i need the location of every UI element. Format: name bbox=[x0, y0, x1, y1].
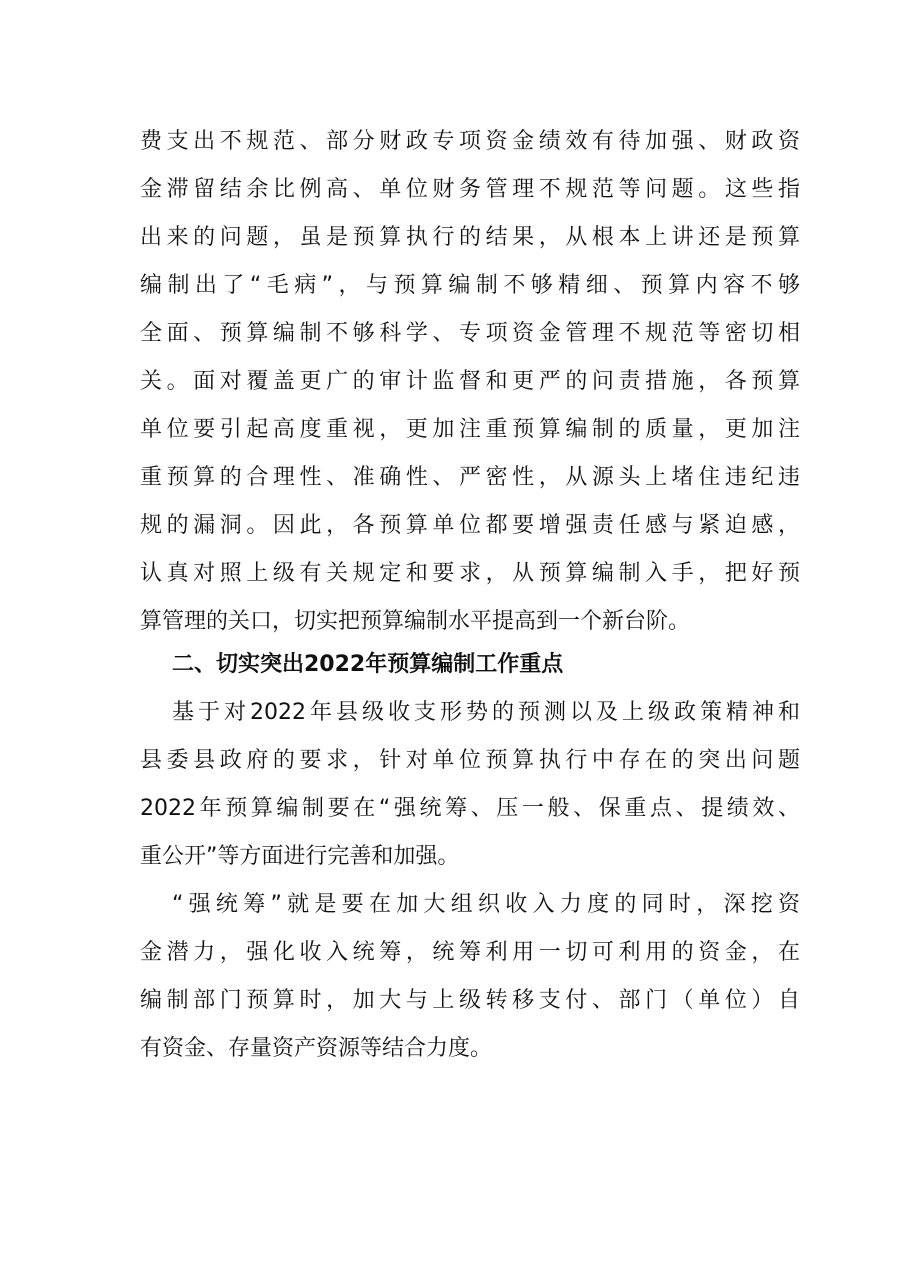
paragraph-strengthen-coordination bbox=[140, 881, 800, 1073]
text-line: 关。面对覆盖更广的审计监督和更严的问责措施，各预算 bbox=[140, 369, 800, 394]
text-line: 重预算的合理性、准确性、严密性，从源头上堵住违纪违 bbox=[140, 465, 800, 490]
text-line: 出来的问题，虽是预算执行的结果，从根本上讲还是预算 bbox=[140, 225, 800, 250]
text-line: 金滞留结余比例高、单位财务管理不规范等问题。这些指 bbox=[140, 177, 800, 202]
text-line: “强统筹”就是要在加大组织收入力度的同时，深挖资 bbox=[172, 892, 800, 917]
text-line: 算管理的关口，切实把预算编制水平提高到一个新台阶。 bbox=[140, 609, 691, 634]
text-line: 编制部门预算时，加大与上级转移支付、部门（单位）自 bbox=[140, 988, 800, 1013]
section-heading: 二、切实突出2022年预算编制工作重点 bbox=[172, 652, 564, 677]
text-line: 认真对照上级有关规定和要求，从预算编制入手，把好预 bbox=[140, 561, 800, 586]
text-line: 基于对2022年县级收支形势的预测以及上级政策精神和 bbox=[172, 700, 800, 725]
text-line: 有资金、存量资产资源等结合力度。 bbox=[140, 1036, 493, 1061]
text-line: 单位要引起高度重视，更加注重预算编制的质量，更加注 bbox=[140, 417, 800, 442]
text-line: 费支出不规范、部分财政专项资金绩效有待加强、财政资 bbox=[140, 129, 800, 154]
text-line: 重公开”等方面进行完善和加强。 bbox=[140, 844, 460, 869]
text-line: 2022年预算编制要在“强统筹、压一般、保重点、提绩效、 bbox=[140, 796, 800, 821]
paragraph-budget-problems bbox=[140, 118, 800, 646]
text-line: 县委县政府的要求，针对单位预算执行中存在的突出问题 bbox=[140, 748, 800, 773]
text-line: 全面、预算编制不够科学、专项资金管理不规范等密切相 bbox=[140, 321, 800, 346]
text-line: 规的漏洞。因此，各预算单位都要增强责任感与紧迫感， bbox=[140, 513, 800, 538]
text-line: 金潜力，强化收入统筹，统筹利用一切可利用的资金，在 bbox=[140, 940, 800, 965]
text-line: 编制出了“毛病”，与预算编制不够精细、预算内容不够 bbox=[140, 273, 800, 298]
paragraph-budget-focus bbox=[140, 689, 800, 881]
